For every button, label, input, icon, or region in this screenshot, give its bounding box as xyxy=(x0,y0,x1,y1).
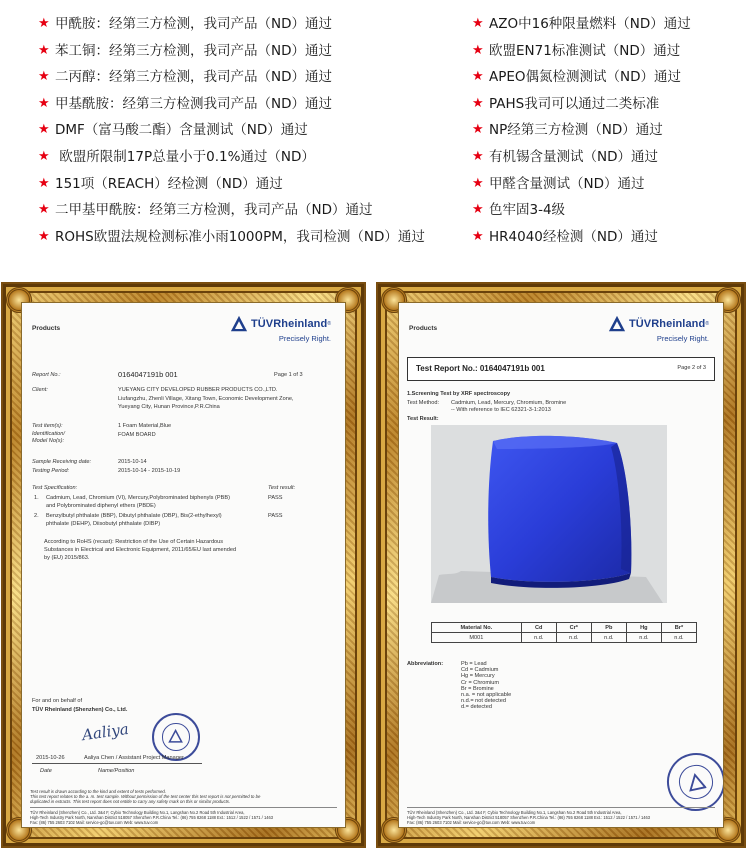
test-result-label: Test result: xyxy=(268,485,296,491)
footer-text: High-Tech Industry Park North, Nanshan District 518057 Shenzhen P.R.China Tel.: (86) 755 8268 1188 Ext.: 1512 / 1522 / 1571 / 1463 xyxy=(30,815,274,820)
sample-photo xyxy=(431,425,667,603)
brand-name: TÜVRheinland xyxy=(628,318,706,330)
signature: Aaliya xyxy=(80,719,130,745)
footer-text: High-Tech Industry Park North, Nanshan District 518057 Shenzhen P.R.China Tel.: (86) 755 8268 1188 Ext.: 1512 / 1522 / 1571 / 1463 xyxy=(407,815,651,820)
feature-item: ★ 欧盟所限制17P总量小于0.1%通过（ND） xyxy=(38,144,438,171)
feature-item: ★ ROHS欧盟法规检测标准小雨1000PM，我司检测（ND）通过 xyxy=(38,224,438,251)
feature-column-left xyxy=(38,11,438,250)
abbreviation-item: n.d.= not detected xyxy=(461,698,506,705)
abbreviation-item: Pb = Lead xyxy=(461,661,487,667)
client-address: Liufangzhu, Zhenli Village, Xitang Town, Economic Development Zone, xyxy=(118,396,294,402)
gold-frame-right xyxy=(376,282,746,848)
star-icon: ★ xyxy=(472,42,484,58)
feature-item: ★ 二甲基甲酰胺：经第三方检测，我司产品（ND）通过 xyxy=(38,197,438,224)
registered-mark: ® xyxy=(705,321,709,327)
table-cell: n.d. xyxy=(521,633,556,643)
abbreviation-item: Hg = Mercury xyxy=(461,673,495,680)
feature-item: ★ 甲基酰胺：经第三方检测我司产品（ND）通过 xyxy=(38,91,438,118)
star-icon: ★ xyxy=(472,202,484,218)
footer-text: Fax: (86) 755 2603 7102 Mail: service-gc@tuv.com Web: www.tuv.com xyxy=(30,820,159,825)
star-icon: ★ xyxy=(472,228,484,244)
footer-divider xyxy=(30,807,337,808)
feature-item: ★ 甲醛含量测试（ND）通过 xyxy=(472,171,742,198)
abbreviation-item: Br = Bromine xyxy=(461,685,494,692)
star-icon: ★ xyxy=(38,95,50,111)
report-title: Test Report No.: 0164047191b 001 xyxy=(416,364,545,373)
material-result-table xyxy=(431,622,697,643)
disclaimer: Test result is drawn according to the kind and extent of tests performed. xyxy=(30,789,166,794)
table-cell: M001 xyxy=(432,633,522,643)
rohs-note: by (EU) 2015/863. xyxy=(44,555,90,561)
star-icon: ★ xyxy=(472,175,484,191)
disclaimer: This test report relates to the a. m. test sample. Without permission of the test center this test report is not permitted to be xyxy=(30,794,261,799)
spec-text: Cadmium, Lead, Chromium (VI), Mercury,Polybrominated biphenyls (PBB) xyxy=(46,495,230,501)
footer-text: TÜV Rheinland (Shenzhen) Co., Ltd. 3&4 F, Cybio Technology Building No.1, Langshan No.2 Road 5th Industrial Area, xyxy=(407,810,622,815)
page-number: Page 2 of 3 xyxy=(677,365,706,371)
feature-item: ★ PAHS我司可以通过二类标准 xyxy=(472,91,742,118)
feature-item: ★ 151项（REACH）经检测（ND）通过 xyxy=(38,171,438,198)
receiving-date: 2015-10-14 xyxy=(118,459,147,465)
feature-item: ★ 甲酰胺：经第三方检测，我司产品（ND）通过 xyxy=(38,11,438,38)
tuv-brand xyxy=(608,315,709,343)
feature-item: ★ 欧盟EN71标准测试（ND）通过 xyxy=(472,38,742,65)
signature-line xyxy=(32,763,202,764)
star-icon: ★ xyxy=(38,148,50,164)
feature-item: ★ AZO中16种限量燃料（ND）通过 xyxy=(472,11,742,38)
abbreviation-item: Cr = Chromium xyxy=(461,679,500,686)
products-label: Products xyxy=(32,325,61,332)
identification-label: Identification/ xyxy=(32,431,65,437)
certificate-page-2 xyxy=(398,302,724,828)
spec-number: 1. xyxy=(34,495,39,501)
signer-name: Aaliya Chen / Assistant Project Manager xyxy=(84,755,184,761)
stamp-triangle-icon xyxy=(685,771,707,793)
footer-divider xyxy=(407,807,715,808)
registered-mark: ® xyxy=(327,321,331,327)
feature-item: ★ HR4040经检测（ND）通过 xyxy=(472,224,742,251)
method-text: -- With reference to IEC 62321-3-1:2013 xyxy=(451,407,551,413)
on-behalf-company: TÜV Rheinland (Shenzhen) Co., Ltd. xyxy=(32,707,128,713)
column-header: Cr* xyxy=(556,623,591,633)
screening-title: 1.Screening Test by XRF spectroscopy xyxy=(407,391,511,397)
stamp-triangle-icon xyxy=(168,729,183,744)
table-header-row xyxy=(432,623,697,633)
company-stamp xyxy=(152,713,200,761)
star-icon: ★ xyxy=(38,16,50,31)
star-icon: ★ xyxy=(472,95,484,111)
client-address: Yueyang City, Hunan Province,P.R.China xyxy=(118,404,220,410)
report-no: 0164047191b 001 xyxy=(118,370,178,379)
abbreviation-list xyxy=(461,661,511,711)
spec-result: PASS xyxy=(268,513,283,519)
star-icon: ★ xyxy=(38,228,50,244)
table-cell: n.d. xyxy=(591,633,626,643)
tuv-brand xyxy=(230,315,331,343)
spec-text: and Polybrominated diphenyl ethers (PBDE) xyxy=(46,503,156,509)
tuv-triangle-icon xyxy=(230,315,248,333)
feature-item: ★ 二丙醇：经第三方检测，我司产品（ND）通过 xyxy=(38,64,438,91)
gold-frame-left xyxy=(1,282,366,848)
test-items: 1 Foam Material,Blue xyxy=(118,423,172,429)
star-icon: ★ xyxy=(472,148,484,164)
star-icon: ★ xyxy=(472,69,484,85)
star-icon: ★ xyxy=(38,175,50,191)
column-header: Cd xyxy=(521,623,556,633)
date-label: Date xyxy=(40,768,52,774)
feature-item: ★ APEO偶氮检测测试（ND）通过 xyxy=(472,64,742,91)
certificate-page-1 xyxy=(21,302,346,828)
test-spec-label: Test Specification: xyxy=(32,485,78,491)
feature-item: ★ NP经第三方检测（ND）通过 xyxy=(472,117,742,144)
footer-text: Fax: (86) 755 2603 7102 Mail: service-gc@tuv.com Web: www.tuv.com xyxy=(407,820,536,825)
feature-item: ★ DMF（富马酸二酯）含量测试（ND）通过 xyxy=(38,117,438,144)
testing-period: 2015-10-14 - 2015-10-19 xyxy=(118,468,181,474)
method-label: Test Method: xyxy=(407,400,440,406)
star-icon: ★ xyxy=(38,122,50,138)
name-position-label: Name/Position xyxy=(98,768,135,774)
on-behalf-text: For and on behalf of xyxy=(32,698,83,704)
report-header-box xyxy=(407,357,715,381)
feature-item: ★ 有机锡含量测试（ND）通过 xyxy=(472,144,742,171)
feature-list xyxy=(0,0,750,272)
test-result-label: Test Result: xyxy=(407,416,439,422)
brand-tagline: Precisely Right. xyxy=(656,334,709,343)
feature-column-right xyxy=(472,11,742,250)
table-cell: n.d. xyxy=(626,633,661,643)
spec-text: Benzylbutyl phthalate (BBP), Dibutyl phthalate (DBP), Bis(2-ethylhexyl) xyxy=(46,513,222,519)
table-cell: n.d. xyxy=(556,633,591,643)
model-label: Model No(s): xyxy=(32,438,65,444)
products-label: Products xyxy=(409,325,438,332)
abbreviation-item: Cd = Cadmium xyxy=(461,667,499,674)
table-row xyxy=(432,633,697,643)
method-text: Cadmium, Lead, Mercury, Chromium, Bromine xyxy=(451,400,567,406)
star-icon: ★ xyxy=(38,202,50,218)
column-header: Br* xyxy=(661,623,696,633)
rohs-note: According to RoHS (recast): Restriction of the Use of Certain Hazardous xyxy=(44,539,224,545)
abbreviation-item: d.= detected xyxy=(461,704,492,711)
column-header: Hg xyxy=(626,623,661,633)
footer-text: TÜV Rheinland (Shenzhen) Co., Ltd. 3&4 F, Cybio Technology Building No.1, Langshan No.2 Road 5th Industrial Area, xyxy=(30,810,245,815)
feature-item: ★ 苯工铜：经第三方检测，我司产品（ND）通过 xyxy=(38,38,438,65)
star-icon: ★ xyxy=(38,69,50,85)
receiving-date-label: Sample Receiving date: xyxy=(32,459,92,465)
testing-period-label: Testing Period: xyxy=(32,468,70,474)
disclaimer: duplicated in extracts. This test report does not entitle to carry any safety mark on this or similar products. xyxy=(30,799,231,804)
tuv-triangle-icon xyxy=(608,315,626,333)
client-name: YUEYANG CITY DEVELOPED RUBBER PRODUCTS CO.,LTD. xyxy=(118,387,278,393)
table-cell: n.d. xyxy=(661,633,696,643)
spec-number: 2. xyxy=(34,513,39,519)
column-header: Material No. xyxy=(432,623,522,633)
abbreviation-item: n.a. = not applicable xyxy=(461,692,512,699)
test-items-label: Test item(s): xyxy=(32,423,63,429)
star-icon: ★ xyxy=(472,16,484,31)
column-header: Pb xyxy=(591,623,626,633)
page-number: Page 1 of 3 xyxy=(274,372,303,378)
sign-date: 2015-10-26 xyxy=(36,755,65,761)
rohs-note: Substances in Electrical and Electronic Equipment, 2011/65/EU last amended xyxy=(44,547,237,553)
feature-item: ★ 色牢固3-4级 xyxy=(472,197,742,224)
abbreviation-label: Abbreviation: xyxy=(407,661,444,667)
report-no-label: Report No.: xyxy=(32,372,61,378)
brand-tagline: Precisely Right. xyxy=(278,334,331,343)
star-icon: ★ xyxy=(38,42,50,58)
brand-name: TÜVRheinland xyxy=(250,318,328,330)
client-label: Client: xyxy=(32,387,48,393)
star-icon: ★ xyxy=(472,122,484,138)
spec-result: PASS xyxy=(268,495,283,501)
identification: FOAM BOARD xyxy=(118,432,156,438)
blue-foam-board-image xyxy=(431,425,667,603)
spec-text: phthalate (DEHP), Diisobutyl phthalate (DIBP) xyxy=(46,521,161,527)
